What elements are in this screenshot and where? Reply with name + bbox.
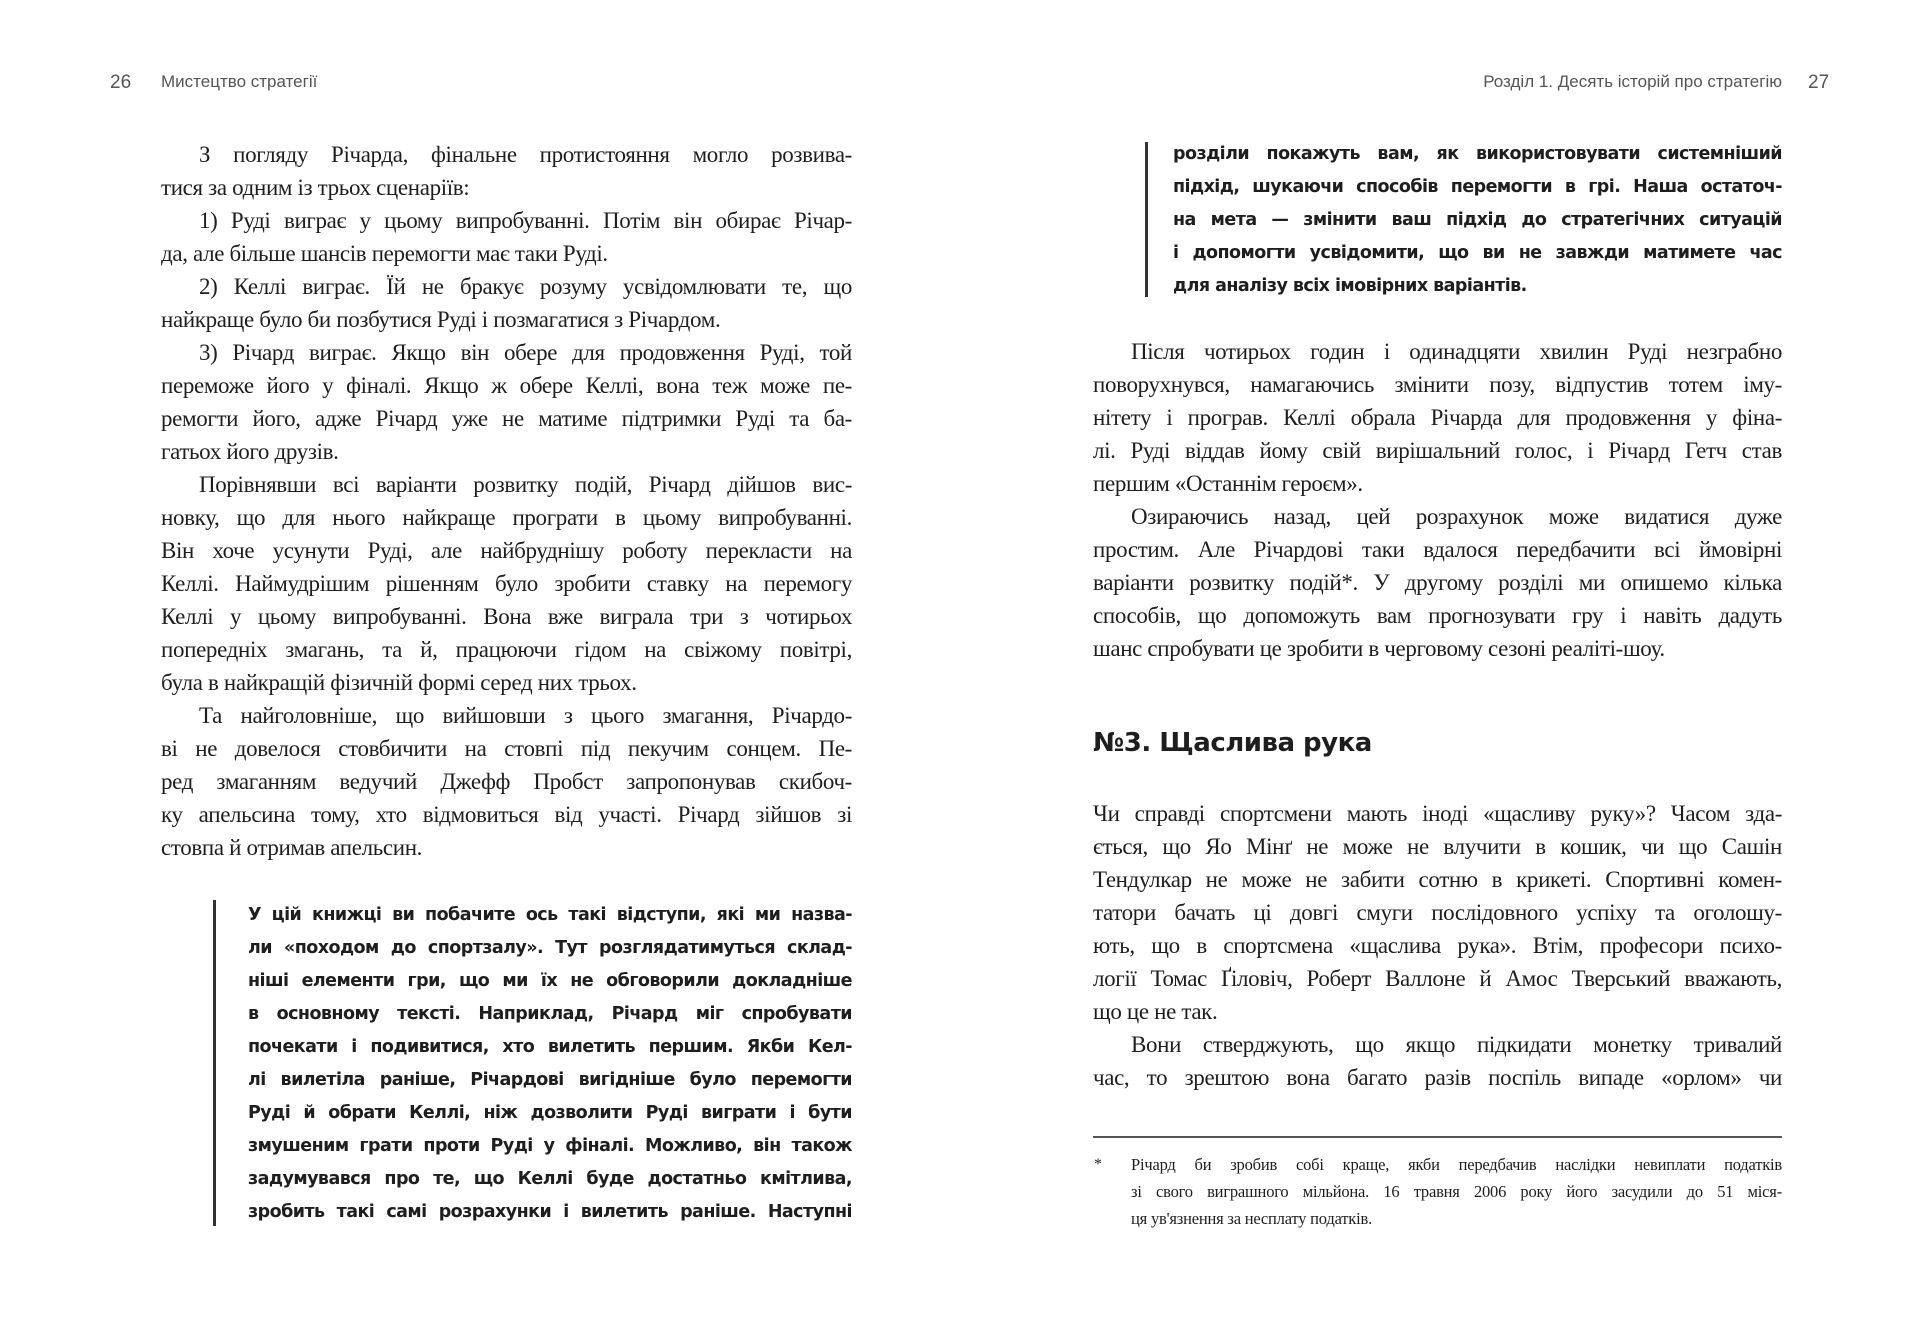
text-line: почекати і подивитися, хто вилетить першим. Якби Кел- [248,1037,852,1057]
paragraph [1093,500,1782,665]
text-line: Тендулкар не може не забити сотню в крикеті. Спортивні комен- [1093,867,1782,892]
running-head: Розділ 1. Десять історій про стратегію [1483,72,1782,91]
text-line: що це не так. [1093,999,1218,1024]
body-text [161,138,852,864]
text-line: ється, що Яо Мінґ не може не влучити в кошик, чи що Сашін [1093,834,1782,859]
page-number: 27 [1808,72,1830,93]
gym-sidebar [248,899,852,1229]
text-line: ві не довелося стовбичити на стовпі під пекучим сонцем. Пе- [161,736,852,761]
text-line: ку апельсина тому, хто відмовиться від участі. Річард зійшов зі [161,802,852,827]
text-line: була в найкращій фізичній формі серед них трьох. [161,670,637,695]
sidebar-rule [1145,142,1148,297]
paragraph [1093,1028,1782,1094]
text-line: Та найголовніше, що вийшовши з цього змагання, Річардо- [199,703,852,728]
text-line: зробить такі самі розрахунки і вилетить раніше. Наступні [248,1202,852,1222]
sidebar-rule [213,900,216,1226]
text-line: гатьох його друзів. [161,439,339,464]
text-line: найкраще було би позбутися Руді і позмагатися з Річардом. [161,307,721,332]
text-line: нітету і програв. Келлі обрала Річарда для продовження у фіна- [1093,405,1782,430]
text-line: лі. Руді віддав йому свій вирішальний голос, і Річард Гетч став [1093,438,1782,463]
footnote [1131,1151,1782,1232]
paragraph [161,204,852,270]
text-line: Келлі у цьому випробуванні. Вона вже виграла три з чотирьох [161,604,852,629]
page-number: 26 [110,72,132,93]
paragraph [161,699,852,864]
text-line: і допомогти усвідомити, що ви не завжди матимете час [1173,243,1782,263]
text-line: У цій книжці ви побачите ось такі відступи, які ми назва- [248,905,852,925]
text-line: ремогти його, адже Річард уже не матиме підтримки Руді та ба- [161,406,852,431]
text-line: 2) Келлі виграє. Їй не бракує розуму усвідомлювати те, що [199,274,852,299]
footnote-divider [1093,1136,1782,1138]
text-line: переможе його у фіналі. Якщо ж обере Келлі, вона теж може пе- [161,373,852,398]
text-line: логії Томас Ґіловіч, Роберт Валлоне й Амос Тверський вважають, [1093,966,1782,991]
text-line: Річард би зробив собі краще, якби передбачив наслідки невиплати податків [1131,1155,1782,1174]
running-head: Мистецтво стратегії [161,72,318,91]
paragraph [1093,797,1782,1028]
gym-sidebar [1173,138,1782,303]
text-line: З погляду Річарда, фінальне протистояння могло розвива- [199,142,852,167]
text-line: новку, що для нього найкраще програти в цьому випробуванні. [161,505,852,530]
text-line: шанс спробувати це зробити в черговому сезоні реаліті-шоу. [1093,636,1665,661]
text-line: Він хоче усунути Руді, але найбруднішу роботу перекласти на [161,538,852,563]
text-line: 1) Руді виграє у цьому випробуванні. Потім він обирає Річар- [199,208,852,233]
text-line: варіанти розвитку подій*. У другому розділі ми опишемо кілька [1093,570,1782,595]
paragraph [161,138,852,204]
text-line: ця ув'язнення за несплату податків. [1131,1209,1372,1228]
text-line: час, то зрештою вона багато разів поспіль випаде «орлом» чи [1093,1065,1782,1090]
text-line: стовпа й отримав апельсин. [161,835,423,860]
text-line: ніші елементи гри, що ми їх не обговорили докладніше [248,971,852,991]
paragraph [161,336,852,468]
text-line: поворухнувся, намагаючись змінити позу, відпустив тотем іму- [1093,372,1782,397]
text-line: змушеним грати проти Руді у фіналі. Можливо, він також [248,1136,852,1156]
paragraph [1093,335,1782,500]
text-line: Вони стверджують, що якщо підкидати монетку тривалий [1131,1032,1782,1057]
text-line: тися за одним із трьох сценаріїв: [161,175,470,200]
text-line: попередніх змагань, та й, працюючи гідом на свіжому повітрі, [161,637,852,662]
text-line: в основному тексті. Наприклад, Річард міг спробувати [248,1004,852,1024]
text-line: татори бачать ці довгі смуги послідовного успіху та оголошу- [1093,900,1782,925]
section-heading: №3. Щаслива рука [1093,728,1372,758]
text-line: підхід, шукаючи способів перемогти в грі. Наша остаточ- [1173,177,1782,197]
text-line: лі вилетіла раніше, Річардові вигідніше було перемогти [248,1070,852,1090]
text-line: Чи справді спортсмени мають іноді «щасливу руку»? Часом зда- [1093,801,1782,826]
text-line: ють, що в спортсмена «щаслива рука». Втім, професори психо- [1093,933,1782,958]
text-line: Після чотирьох годин і одинадцяти хвилин Руді незграбно [1131,339,1782,364]
text-line: першим «Останнім героєм». [1093,471,1363,496]
text-line: зі свого виграшного мільйона. 16 травня 2006 року його засудили до 51 міся- [1131,1182,1782,1201]
section-body-text [1093,797,1782,1094]
text-line: розділи покажуть вам, як використовувати системніший [1173,144,1782,164]
text-line: ред змаганням ведучий Джефф Пробст запропонував скибоч- [161,769,852,794]
paragraph [161,468,852,699]
text-line: простим. Але Річардові таки вдалося передбачити всі ймовірні [1093,537,1782,562]
text-line: Озираючись назад, цей розрахунок може видатися дуже [1131,504,1782,529]
text-line: 3) Річард виграє. Якщо він обере для продовження Руді, той [199,340,852,365]
body-text [1093,335,1782,665]
text-line: да, але більше шансів перемогти має таки Руді. [161,241,608,266]
footnote-marker: * [1094,1156,1102,1173]
text-line: ли «походом до спортзалу». Тут розглядатимуться склад- [248,938,852,958]
text-line: Руді й обрати Келлі, ніж дозволити Руді виграти і бути [248,1103,852,1123]
text-line: для аналізу всіх імовірних варіантів. [1173,276,1527,296]
paragraph [161,270,852,336]
text-line: Келлі. Наймудрішим рішенням було зробити ставку на перемогу [161,571,852,596]
text-line: способів, що допоможуть вам прогнозувати гру і навіть дадуть [1093,603,1782,628]
text-line: задумувався про те, що Келлі буде достатньо кмітлива, [248,1169,852,1189]
text-line: Порівнявши всі варіанти розвитку подій, Річард дійшов вис- [199,472,852,497]
text-line: на мета — змінити ваш підхід до стратегічних ситуацій [1173,210,1782,230]
